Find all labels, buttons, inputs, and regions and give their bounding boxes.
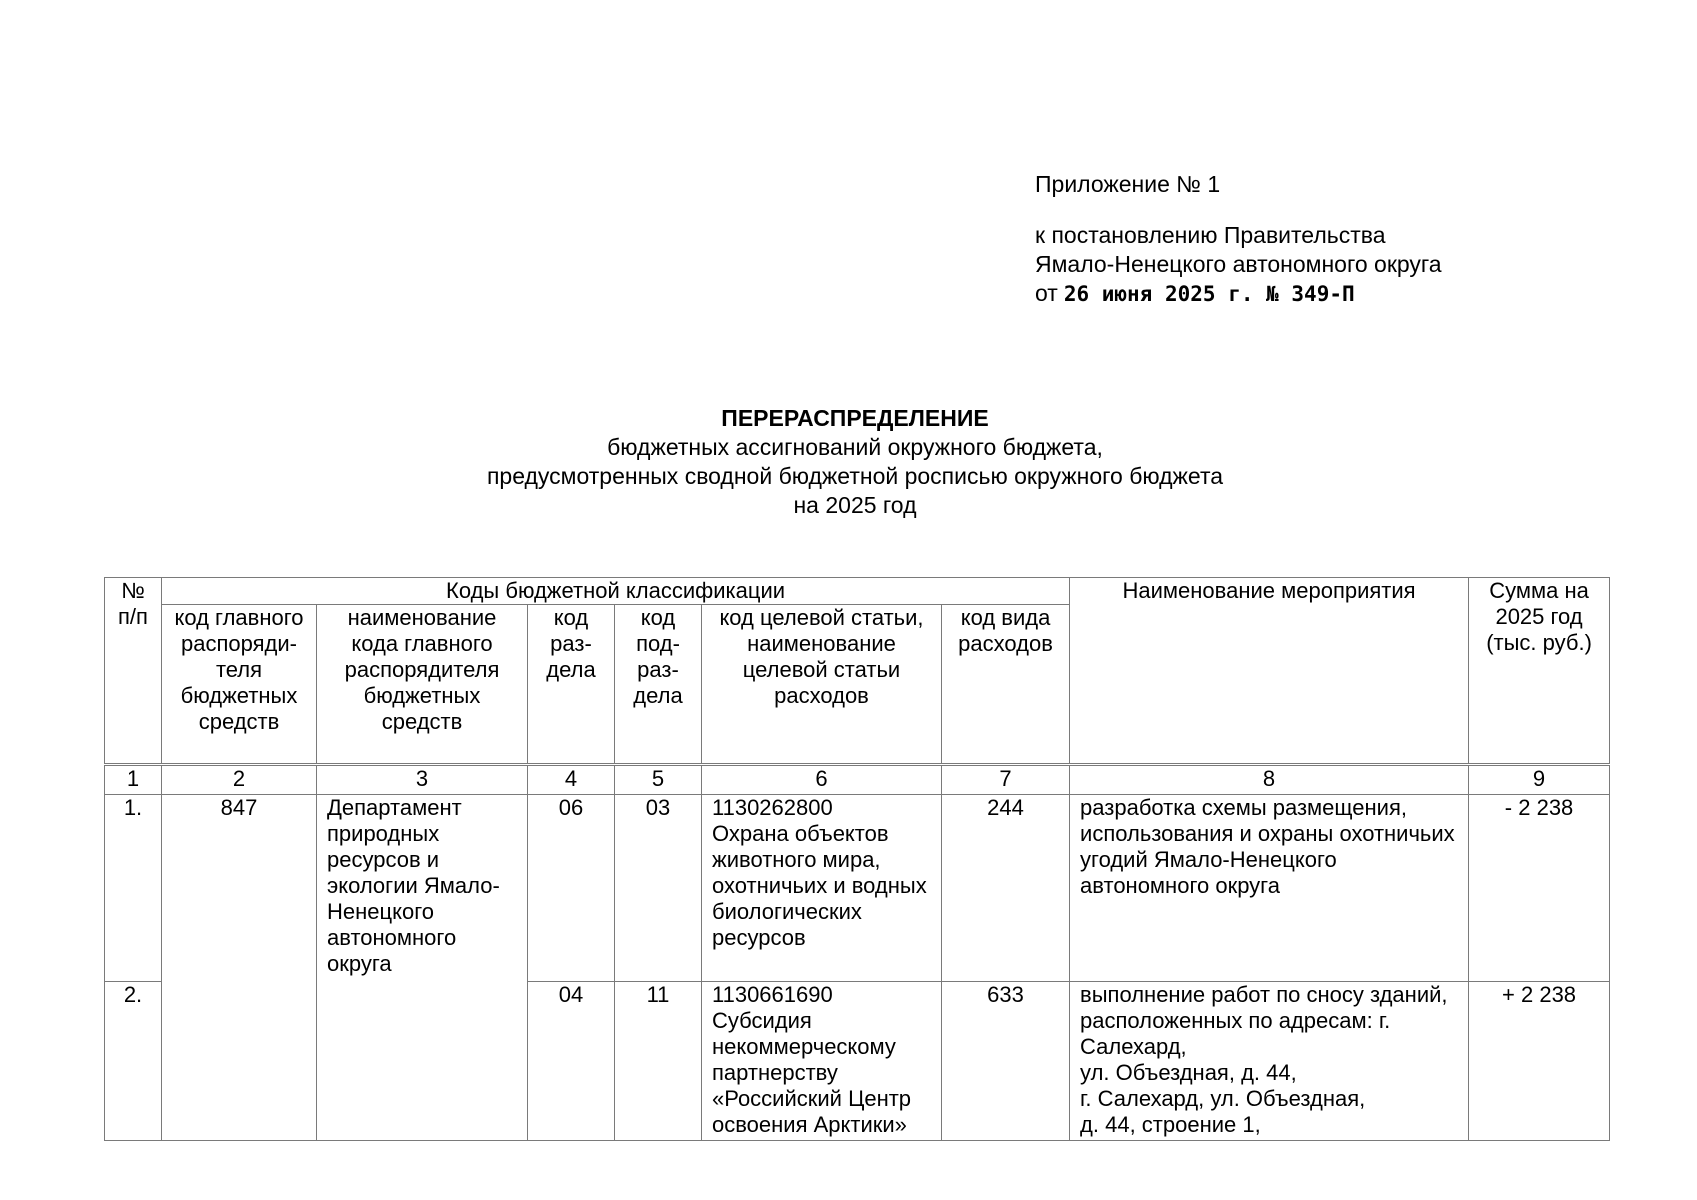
subsection-cell: 11	[615, 982, 702, 1141]
event-line: г. Салехард, ул. Объездная,	[1080, 1086, 1366, 1111]
event-cell: разработка схемы размещения, использования и охраны охотничьих угодий Ямало-Ненецкого автономного округа	[1070, 795, 1469, 982]
header-col-target: код целевой статьи, наименование целевой статьи расходов	[702, 605, 942, 765]
date-stamp: 26 июня 2025 г. № 349-П	[1063, 282, 1355, 306]
document-title-block	[0, 404, 1697, 520]
sum-cell: - 2 238	[1469, 795, 1610, 982]
header-col-gr-code: код главного распоряди-теля бюджетных средств	[162, 605, 317, 765]
document-subtitle-line2: предусмотренных сводной бюджетной росписью окружного бюджета	[486, 463, 1224, 489]
column-number: 5	[615, 765, 702, 795]
target-name: Субсидия некоммерческому партнерству «Российский Центр освоения Арктики»	[712, 1008, 912, 1137]
document-title: ПЕРЕРАСПРЕДЕЛЕНИЕ	[721, 405, 989, 431]
event-line: выполнение работ по сносу зданий, расположенных по адресам: г. Салехард,	[1080, 982, 1448, 1059]
column-number-row	[105, 765, 1610, 795]
row-number: 2.	[105, 982, 162, 1141]
gr-code-cell: 847	[162, 795, 317, 1141]
event-line: д. 44, строение 1,	[1080, 1112, 1261, 1137]
table-header-row-1	[105, 578, 1610, 605]
row-number: 1.	[105, 795, 162, 982]
column-number: 4	[528, 765, 615, 795]
header-col-gr-name: наименование кода главного распорядителя бюджетных средств	[317, 605, 528, 765]
attachment-number: Приложение № 1	[1035, 171, 1221, 197]
header-col-subsection: код под-раз-дела	[615, 605, 702, 765]
subsection-cell: 03	[615, 795, 702, 982]
column-number: 8	[1070, 765, 1469, 795]
column-number: 7	[942, 765, 1070, 795]
document-subtitle-line3: на 2025 год	[793, 492, 917, 518]
target-code: 1130262800	[712, 795, 833, 820]
column-number: 6	[702, 765, 942, 795]
section-cell: 04	[528, 982, 615, 1141]
exp-type-cell: 633	[942, 982, 1070, 1141]
sum-cell: + 2 238	[1469, 982, 1610, 1141]
column-number: 3	[317, 765, 528, 795]
header-codes-group: Коды бюджетной классификации	[162, 578, 1070, 605]
attachment-ref-line1: к постановлению Правительства	[1035, 222, 1386, 248]
header-col-section: код раз-дела	[528, 605, 615, 765]
target-cell	[702, 982, 942, 1141]
attachment-block	[1035, 170, 1442, 309]
document-subtitle-line1: бюджетных ассигнований окружного бюджета,	[607, 434, 1103, 460]
table-row	[105, 795, 1610, 982]
event-cell	[1070, 982, 1469, 1141]
budget-table	[104, 577, 1610, 1141]
header-col-sum: Сумма на 2025 год (тыс. руб.)	[1469, 578, 1610, 765]
section-cell: 06	[528, 795, 615, 982]
target-name: Охрана объектов животного мира, охотничьих и водных биологических ресурсов	[712, 821, 927, 950]
header-col-event: Наименование мероприятия	[1070, 578, 1469, 765]
column-number: 1	[105, 765, 162, 795]
column-number: 2	[162, 765, 317, 795]
target-cell	[702, 795, 942, 982]
date-prefix: от	[1035, 280, 1058, 306]
gr-name-cell: Департамент природных ресурсов и экологии Ямало-Ненецкого автономного округа	[317, 795, 528, 1141]
column-number: 9	[1469, 765, 1610, 795]
header-col-exp-type: код вида расходов	[942, 605, 1070, 765]
attachment-ref-line2: Ямало-Ненецкого автономного округа	[1035, 251, 1442, 277]
attachment-date-line	[1035, 279, 1442, 309]
header-col-no: № п/п	[105, 578, 162, 765]
target-code: 1130661690	[712, 982, 833, 1007]
exp-type-cell: 244	[942, 795, 1070, 982]
event-line: ул. Объездная, д. 44,	[1080, 1060, 1297, 1085]
